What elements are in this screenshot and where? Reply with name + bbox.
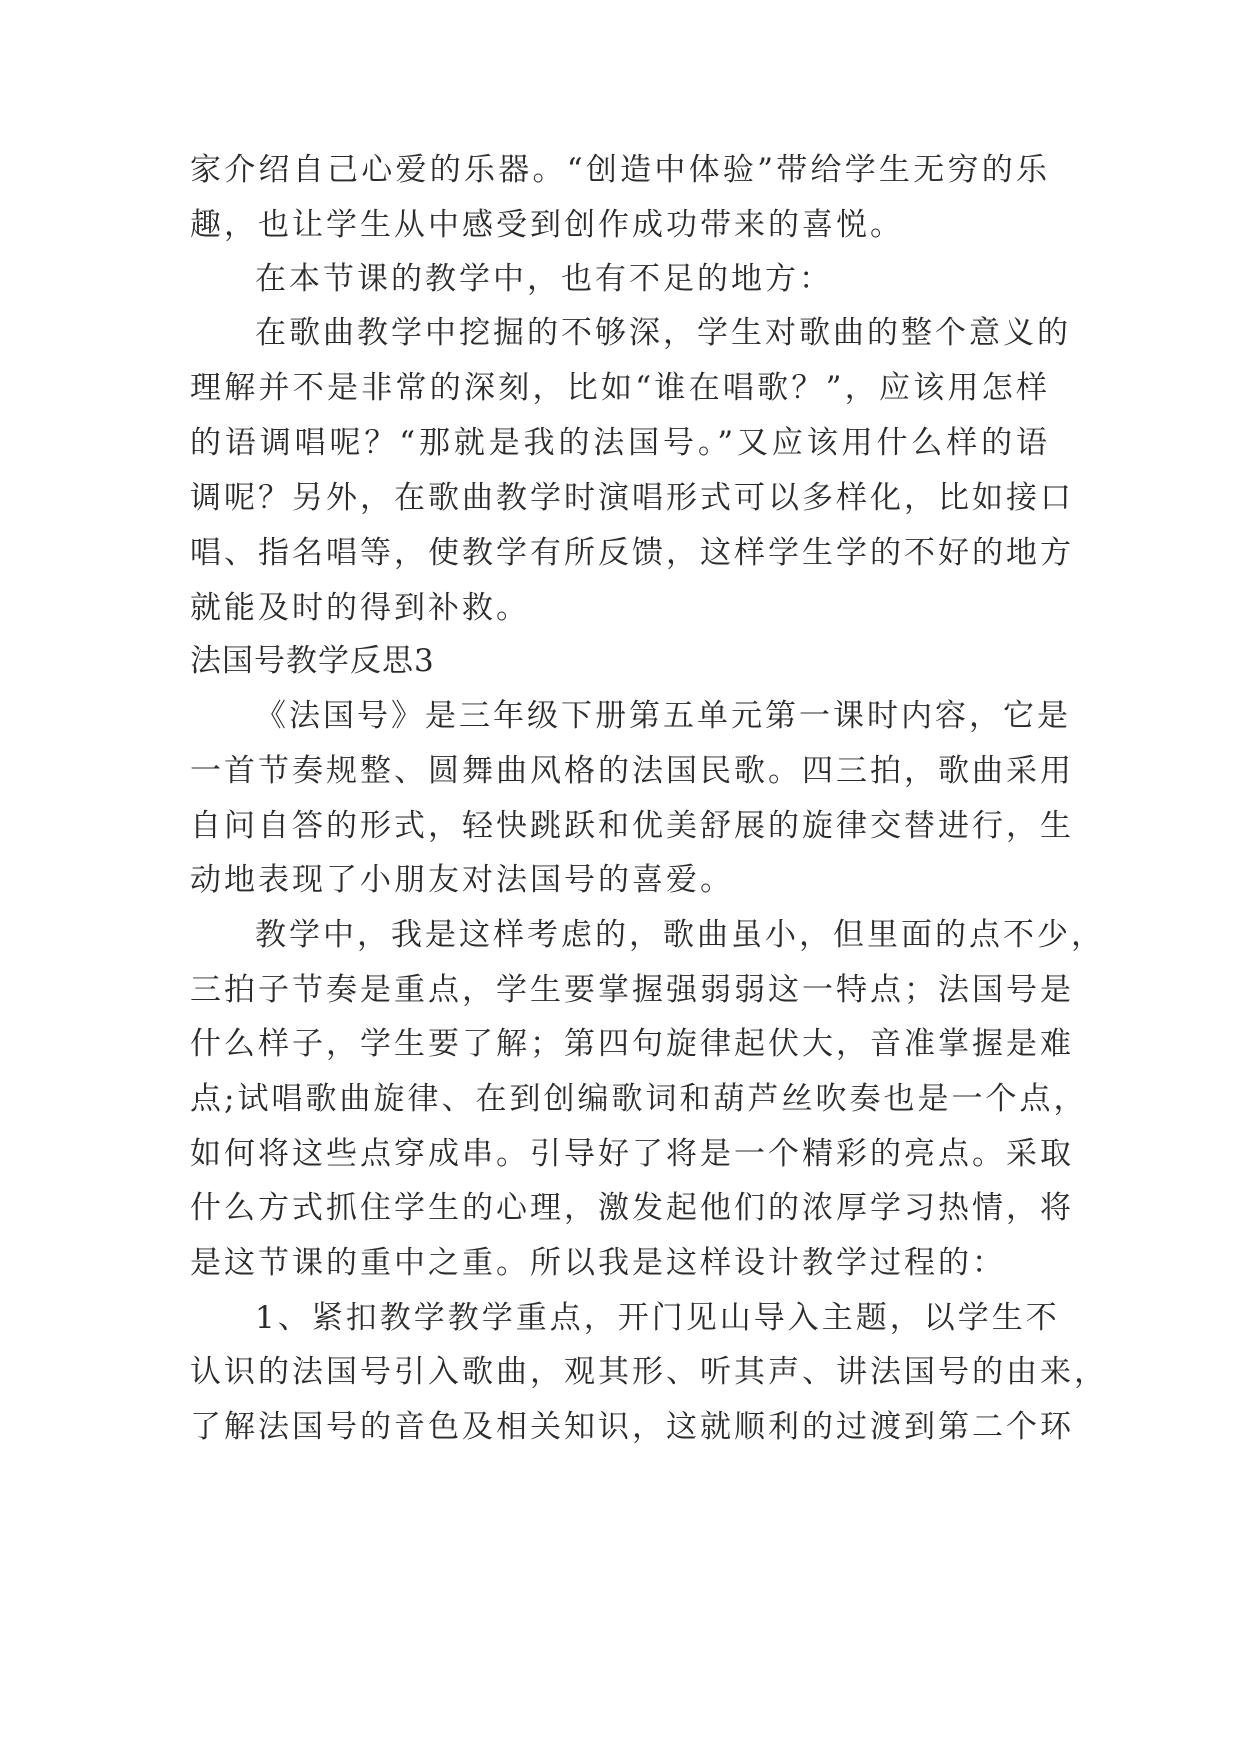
text-line: 《法国号》是三年级下册第五单元第一课时内容，它是: [255, 698, 1071, 734]
section-heading: 法国号教学反思3: [190, 643, 435, 679]
text-line: 认识的法国号引入歌曲，观其形、听其声、讲法国号的由来，: [190, 1354, 1108, 1390]
text-line: 了解法国号的音色及相关知识，这就顺利的过渡到第二个环: [190, 1409, 1074, 1445]
text-line: 趣，也让学生从中感受到创作成功带来的喜悦。: [190, 207, 904, 243]
text-line: 教学中，我是这样考虑的，歌曲虽小，但里面的点不少，: [255, 917, 1105, 953]
text-line: 自问自答的形式，轻快跳跃和优美舒展的旋律交替进行，生: [190, 808, 1074, 844]
text-line: 什么方式抓住学生的心理，激发起他们的浓厚学习热情，将: [190, 1190, 1074, 1226]
text-line: 动地表现了小朋友对法国号的喜爱。: [190, 862, 734, 898]
text-line: 在本节课的教学中，也有不足的地方：: [255, 261, 833, 297]
text-line: 调呢？另外，在歌曲教学时演唱形式可以多样化，比如接口: [190, 480, 1074, 516]
text-line: 一首节奏规整、圆舞曲风格的法国民歌。四三拍，歌曲采用: [190, 753, 1074, 789]
text-line: 是这节课的重中之重。所以我是这样设计教学过程的：: [190, 1245, 1006, 1281]
text-line: 1、紧扣教学教学重点，开门见山导入主题，以学生不: [255, 1300, 1060, 1336]
text-line: 点;试唱歌曲旋律、在到创编歌词和葫芦丝吹奏也是一个点，: [190, 1081, 1088, 1117]
text-line: 的语调唱呢？“那就是我的法国号。”又应该用什么样的语: [190, 425, 1050, 461]
text-line: 理解并不是非常的深刻，比如“谁在唱歌？”，应该用怎样: [190, 370, 1050, 406]
text-line: 就能及时的得到补救。: [190, 590, 530, 626]
text-line: 在歌曲教学中挖掘的不够深，学生对歌曲的整个意义的: [255, 315, 1071, 351]
text-line: 家介绍自己心爱的乐器。“创造中体验”带给学生无穷的乐: [190, 152, 1050, 188]
text-line: 什么样子，学生要了解；第四句旋律起伏大，音准掌握是难: [190, 1026, 1074, 1062]
text-line: 唱、指名唱等，使教学有所反馈，这样学生学的不好的地方: [190, 535, 1074, 571]
text-line: 如何将这些点穿成串。引导好了将是一个精彩的亮点。采取: [190, 1136, 1074, 1172]
text-line: 三拍子节奏是重点，学生要掌握强弱弱这一特点；法国号是: [190, 972, 1074, 1008]
